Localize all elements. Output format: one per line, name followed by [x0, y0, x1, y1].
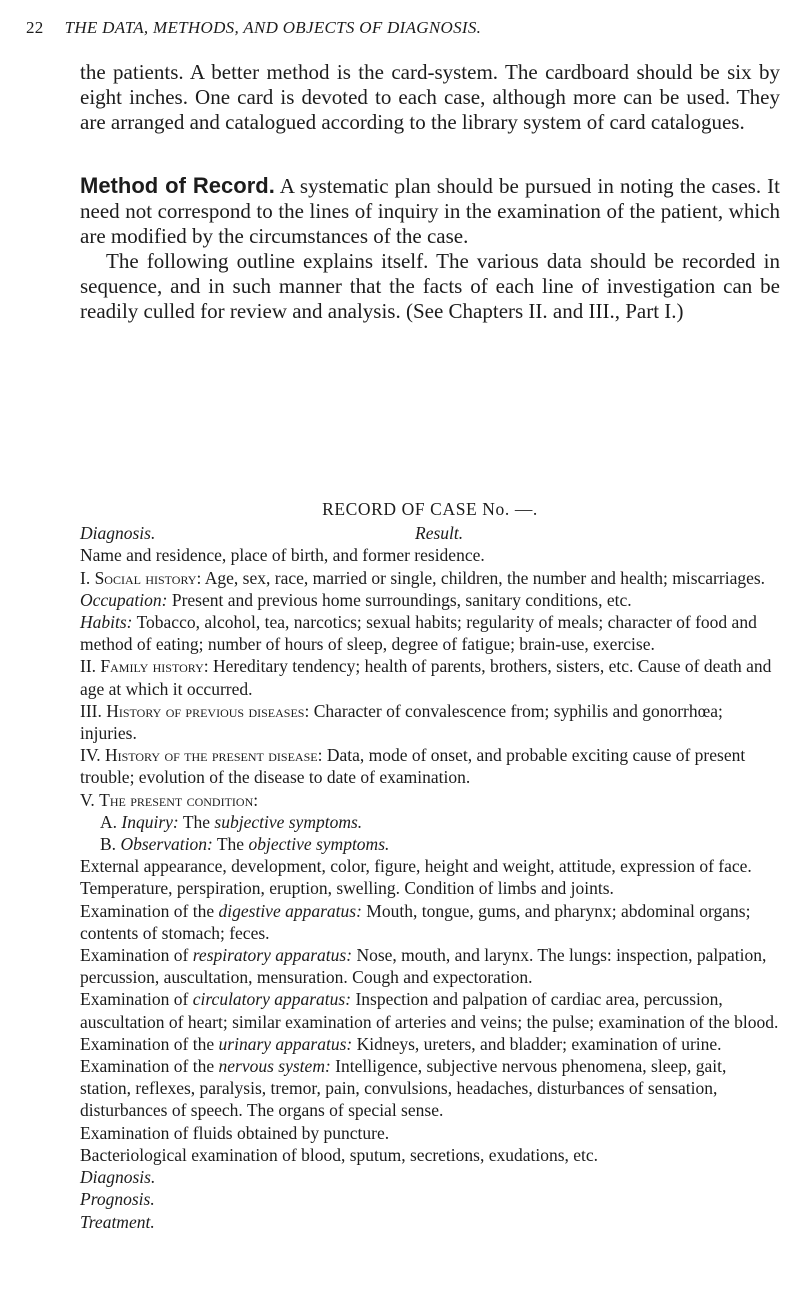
diagnosis-label: Diagnosis. [80, 523, 156, 544]
prognosis-entry: Prognosis. [80, 1189, 155, 1210]
exam-prefix: Examination of the [80, 900, 215, 921]
section-numeral: I. [80, 567, 91, 588]
running-title: THE DATA, METHODS, AND OBJECTS OF DIAGNOSIS. [64, 18, 482, 37]
record-title: RECORD OF CASE No. —. [322, 499, 538, 519]
section-text: Data, mode of onset, and probable exciting cause of present trouble; evolution of the disease to date of examination. [80, 745, 746, 788]
exam-prefix: Examination of the [80, 1056, 215, 1077]
examination-line [80, 1144, 780, 1166]
exam-details: Intelligence, subjective nervous phenomena, sleep, gait, station, reflexes, paralysis, tremor, pain, convulsions, headaches, disturbances of sensation, disturbances of speech. The organs of special sense. [80, 1056, 727, 1121]
inquiry-label: A. [100, 811, 118, 832]
section-numeral: IV. [80, 745, 101, 766]
occupation-label: Occupation: [80, 589, 168, 610]
inquiry-heading: Inquiry: [121, 811, 179, 832]
inquiry-text: subjective symptoms. [214, 811, 363, 832]
section-heading: History of previous diseases: [106, 700, 310, 721]
section-heading: Social history: [94, 567, 202, 588]
running-header [26, 18, 766, 38]
section-numeral: V. [80, 789, 95, 810]
method-heading: Method of Record. [80, 173, 275, 198]
result-label: Result. [415, 523, 464, 544]
inquiry-prefix: The [182, 811, 211, 832]
section-text: Character of convalescence from; syphilis and gonorrhœa; injuries. [80, 700, 723, 744]
closing-treatment [80, 1211, 780, 1233]
exam-prefix: Examination of the [80, 1033, 215, 1054]
name-line: Name and residence, place of birth, and former residence. [80, 545, 485, 566]
exam-prefix: Examination of [80, 989, 189, 1010]
method-paragraph [80, 173, 780, 249]
present-disease-history [80, 744, 780, 788]
exam-apparatus: digestive apparatus: [218, 900, 362, 921]
observation-line [80, 833, 780, 855]
observation-text: objective symptoms. [248, 834, 390, 855]
closing-prognosis [80, 1188, 780, 1210]
exam-details: Inspection and palpation of cardiac area, percussion, auscultation of heart; similar examination of arteries and veins; the pulse; examination of the blood. [80, 989, 779, 1032]
observation-prefix: The [216, 834, 245, 855]
exam-prefix: Bacteriological examination of blood, sputum, secretions, exudations, etc. [80, 1144, 599, 1165]
family-history [80, 655, 780, 699]
examination-list [80, 855, 780, 1166]
case-record [80, 498, 780, 1233]
diagnosis-entry: Diagnosis. [80, 1167, 156, 1188]
observation-label: B. [100, 834, 117, 855]
social-history [80, 567, 780, 589]
intro-text: the patients. A better method is the card-system. The cardboard should be six by eight inches. One card is devoted to each case, although more can be used. They are arranged and catalogued according to the library system of card catalogues. [80, 60, 780, 134]
exam-apparatus: urinary apparatus: [218, 1033, 353, 1054]
habits-text: Tobacco, alcohol, tea, narcotics; sexual habits; regularity of meals; character of food and method of eating; number of hours of sleep, degree of fatigue; brain-use, exercise. [80, 612, 757, 655]
record-subheadings [80, 522, 780, 544]
section-heading: The present condition: [99, 789, 259, 810]
inquiry-line [80, 811, 780, 833]
exam-apparatus: nervous system: [218, 1056, 331, 1077]
page-number: 22 [26, 18, 44, 37]
section-heading: History of the present disease: [104, 745, 323, 766]
present-condition [80, 789, 780, 811]
examination-line [80, 900, 780, 944]
section-heading: Family history: [100, 656, 209, 677]
exam-prefix: Temperature, perspiration, eruption, swelling. Condition of limbs and joints. [80, 878, 614, 899]
habits-label: Habits: [80, 612, 133, 633]
occupation-line [80, 589, 780, 611]
closing-diagnosis [80, 1166, 780, 1188]
exam-details: Mouth, tongue, gums, and pharynx; abdominal organs; contents of stomach; feces. [80, 900, 751, 943]
section-numeral: III. [80, 700, 102, 721]
examination-line [80, 1122, 780, 1144]
method-paragraph-2: The following outline explains itself. The various data should be recorded in sequence, and in such manner that the facts of each line of investigation can be readily culled for review and analysis. (See Chapters II. and III., Part I.) [80, 249, 780, 323]
section-text: Hereditary tendency; health of parents, brothers, sisters, etc. Cause of death and age at which it occurred. [80, 656, 772, 699]
treatment-entry: Treatment. [80, 1211, 155, 1232]
exam-details: Kidneys, ureters, and bladder; examination of urine. [356, 1033, 722, 1054]
examination-line [80, 944, 780, 988]
exam-details: Nose, mouth, and larynx. The lungs: inspection, palpation, percussion, auscultation, mensuration. Cough and expectoration. [80, 945, 767, 988]
intro-paragraph [80, 60, 780, 135]
exam-apparatus: respiratory apparatus: [192, 945, 353, 966]
section-text: Age, sex, race, married or single, children, the number and health; miscarriages. [204, 567, 766, 588]
exam-prefix: Examination of fluids obtained by puncture. [80, 1122, 390, 1143]
examination-line [80, 877, 780, 899]
method-text: A systematic plan should be pursued in noting the cases. It need not correspond to the lines of inquiry in the examination of the patient, which are modified by the circumstances of the case. [80, 174, 781, 248]
exam-prefix: Examination of [80, 945, 189, 966]
examination-line [80, 1055, 780, 1122]
exam-prefix: External appearance, development, color, figure, height and weight, attitude, expression of face. [80, 856, 752, 877]
previous-diseases [80, 700, 780, 744]
examination-line [80, 1033, 780, 1055]
section-numeral: II. [80, 656, 97, 677]
observation-heading: Observation: [120, 834, 213, 855]
habits-line [80, 611, 780, 655]
exam-apparatus: circulatory apparatus: [192, 989, 352, 1010]
examination-line [80, 855, 780, 877]
method-section [80, 173, 780, 324]
occupation-text: Present and previous home surroundings, sanitary conditions, etc. [171, 589, 632, 610]
examination-line [80, 988, 780, 1032]
